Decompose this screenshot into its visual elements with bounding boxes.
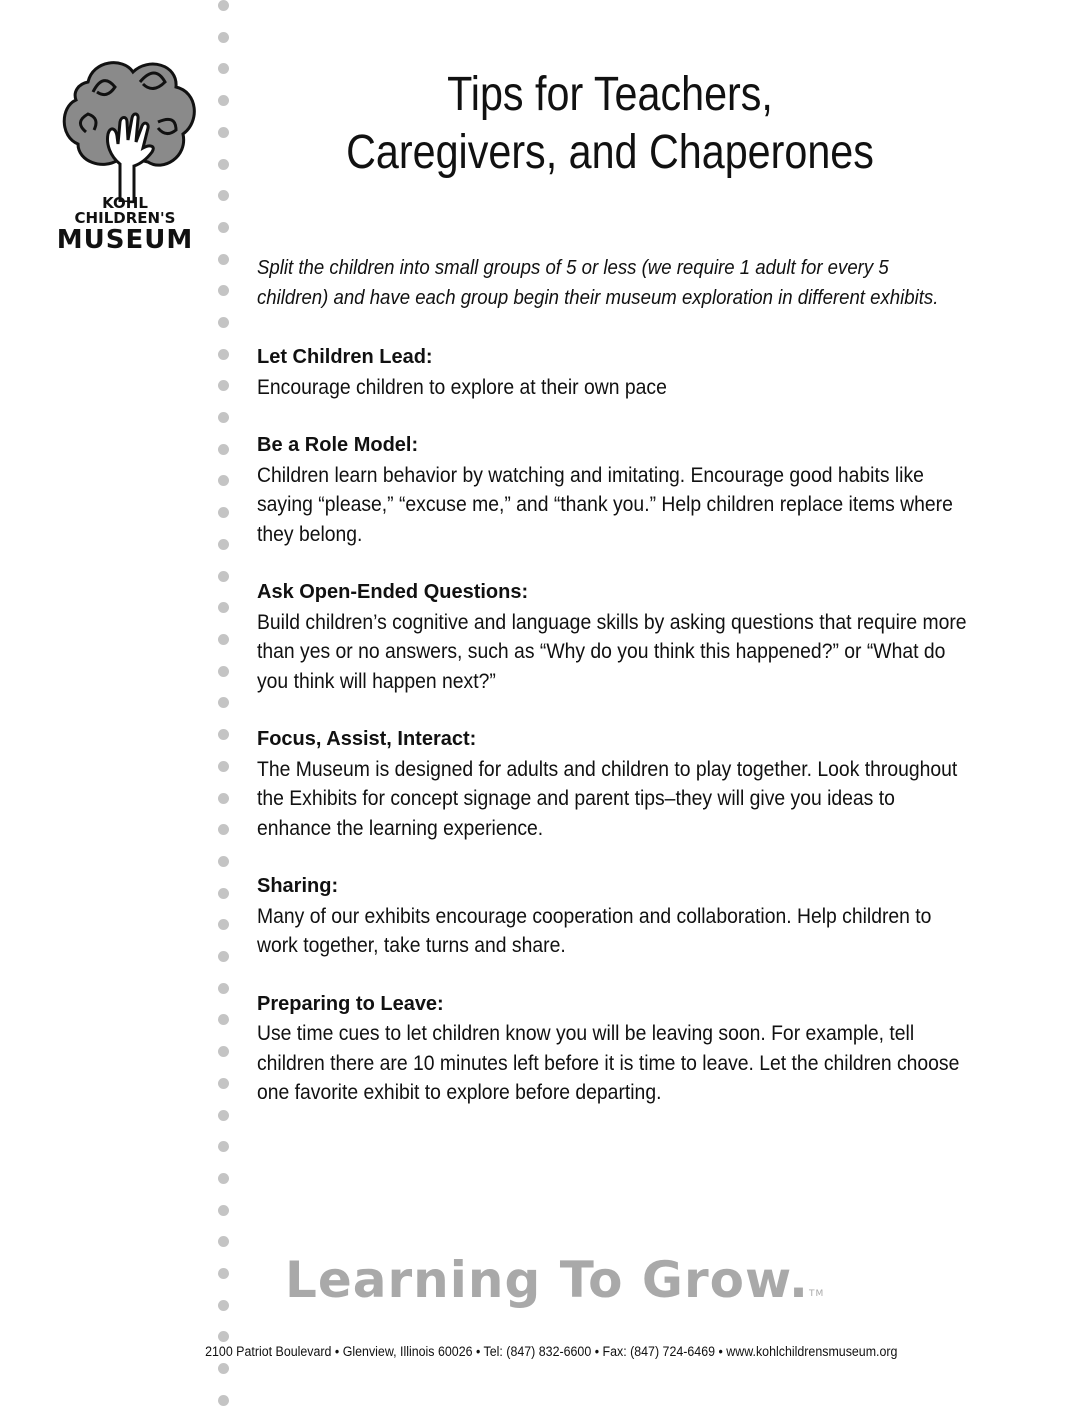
tip-body: Children learn behavior by watching and imitating. Encourage good habits like saying “please,” “excuse me,” and “thank you.” Help children replace items where they belong. [257, 462, 953, 546]
margin-dot [218, 697, 229, 708]
margin-dot [218, 0, 229, 11]
logo-wordmark [50, 196, 200, 253]
margin-dot [218, 761, 229, 772]
margin-dot [218, 254, 229, 265]
margin-dot [218, 983, 229, 994]
margin-dot [218, 32, 229, 43]
margin-dot [218, 888, 229, 899]
margin-dot [218, 666, 229, 677]
margin-dot [218, 1046, 229, 1057]
margin-dot [218, 1173, 229, 1184]
margin-dot [218, 1205, 229, 1216]
tip-body: Use time cues to let children know you will be leaving soon. For example, tell children there are 10 minutes left before it is time to leave. Let the children choose one favorite exhibit to explore before departing. [257, 1021, 960, 1104]
margin-dot [218, 951, 229, 962]
margin-dot [218, 602, 229, 613]
margin-dot [218, 63, 229, 74]
margin-dot [218, 1110, 229, 1121]
margin-dot [218, 159, 229, 170]
margin-dot-column [218, 0, 230, 1408]
trademark-mark: TM [808, 1289, 825, 1299]
margin-dot [218, 824, 229, 835]
margin-dot [218, 285, 229, 296]
tip-body: Encourage children to explore at their own pace [257, 374, 667, 399]
margin-dot [218, 1331, 229, 1342]
margin-dot [218, 856, 229, 867]
margin-dot [218, 507, 229, 518]
tip-heading: Be a Role Model: [257, 434, 419, 456]
margin-dot [218, 1300, 229, 1311]
footer-address: 2100 Patriot Boulevard • Glenview, Illinois 60026 • Tel: (847) 832-6600 • Fax: (847) 724-6469 • www.kohlchildrensmuseum.org [204, 1344, 898, 1359]
margin-dot [218, 412, 229, 423]
margin-dot [218, 1014, 229, 1025]
title-line-1: Tips for Teachers, [447, 68, 773, 121]
tip-section [257, 578, 977, 696]
margin-dot [218, 919, 229, 930]
tagline-text: Learning To Grow. [285, 1251, 809, 1309]
tip-section [257, 725, 977, 843]
logo-line-1: KOHL CHILDREN'S [74, 194, 176, 227]
margin-dot [218, 444, 229, 455]
tip-body: Many of our exhibits encourage cooperation and collaboration. Help children to work together, take turns and share. [257, 903, 932, 957]
tips-content [257, 254, 977, 1137]
tip-heading: Ask Open-Ended Questions: [257, 581, 529, 603]
margin-dot [218, 1236, 229, 1247]
margin-dot [218, 95, 229, 106]
margin-dot [218, 571, 229, 582]
tip-body: Build children’s cognitive and language skills by asking questions that require more than yes or no answers, such as “Why do you think this happened?” or “What do you think will happen next?” [257, 609, 967, 693]
margin-dot [218, 634, 229, 645]
margin-dot [218, 127, 229, 138]
footer-contact [0, 1343, 1088, 1361]
margin-dot [218, 222, 229, 233]
tagline [285, 1250, 824, 1310]
tip-section [257, 343, 977, 402]
tip-heading: Sharing: [257, 875, 339, 897]
logo-line-2: MUSEUM [56, 225, 194, 255]
tip-section [257, 990, 977, 1108]
tip-heading: Preparing to Leave: [257, 992, 444, 1015]
intro-paragraph: Split the children into small groups of 5 or less (we require 1 adult for every 5 children) and have each group begin their museum exploration in different exhibits. [257, 257, 939, 309]
tree-hand-icon [48, 52, 208, 202]
margin-dot [218, 539, 229, 550]
margin-dot [218, 1363, 229, 1374]
tip-section [257, 431, 977, 549]
tip-heading: Focus, Assist, Interact: [257, 728, 477, 750]
tip-heading: Let Children Lead: [257, 346, 433, 368]
margin-dot [218, 1395, 229, 1406]
title-line-2: Caregivers, and Chaperones [346, 126, 874, 179]
margin-dot [218, 190, 229, 201]
margin-dot [218, 349, 229, 360]
tip-body: The Museum is designed for adults and children to play together. Look throughout the Exhibits for concept signage and parent tips–they will give you ideas to enhance the learning experience. [257, 756, 958, 840]
margin-dot [218, 380, 229, 391]
tip-section [257, 872, 977, 961]
page-title [309, 66, 911, 182]
margin-dot [218, 1268, 229, 1279]
margin-dot [218, 793, 229, 804]
margin-dot [218, 317, 229, 328]
margin-dot [218, 1141, 229, 1152]
margin-dot [218, 1078, 229, 1089]
margin-dot [218, 475, 229, 486]
margin-dot [218, 729, 229, 740]
